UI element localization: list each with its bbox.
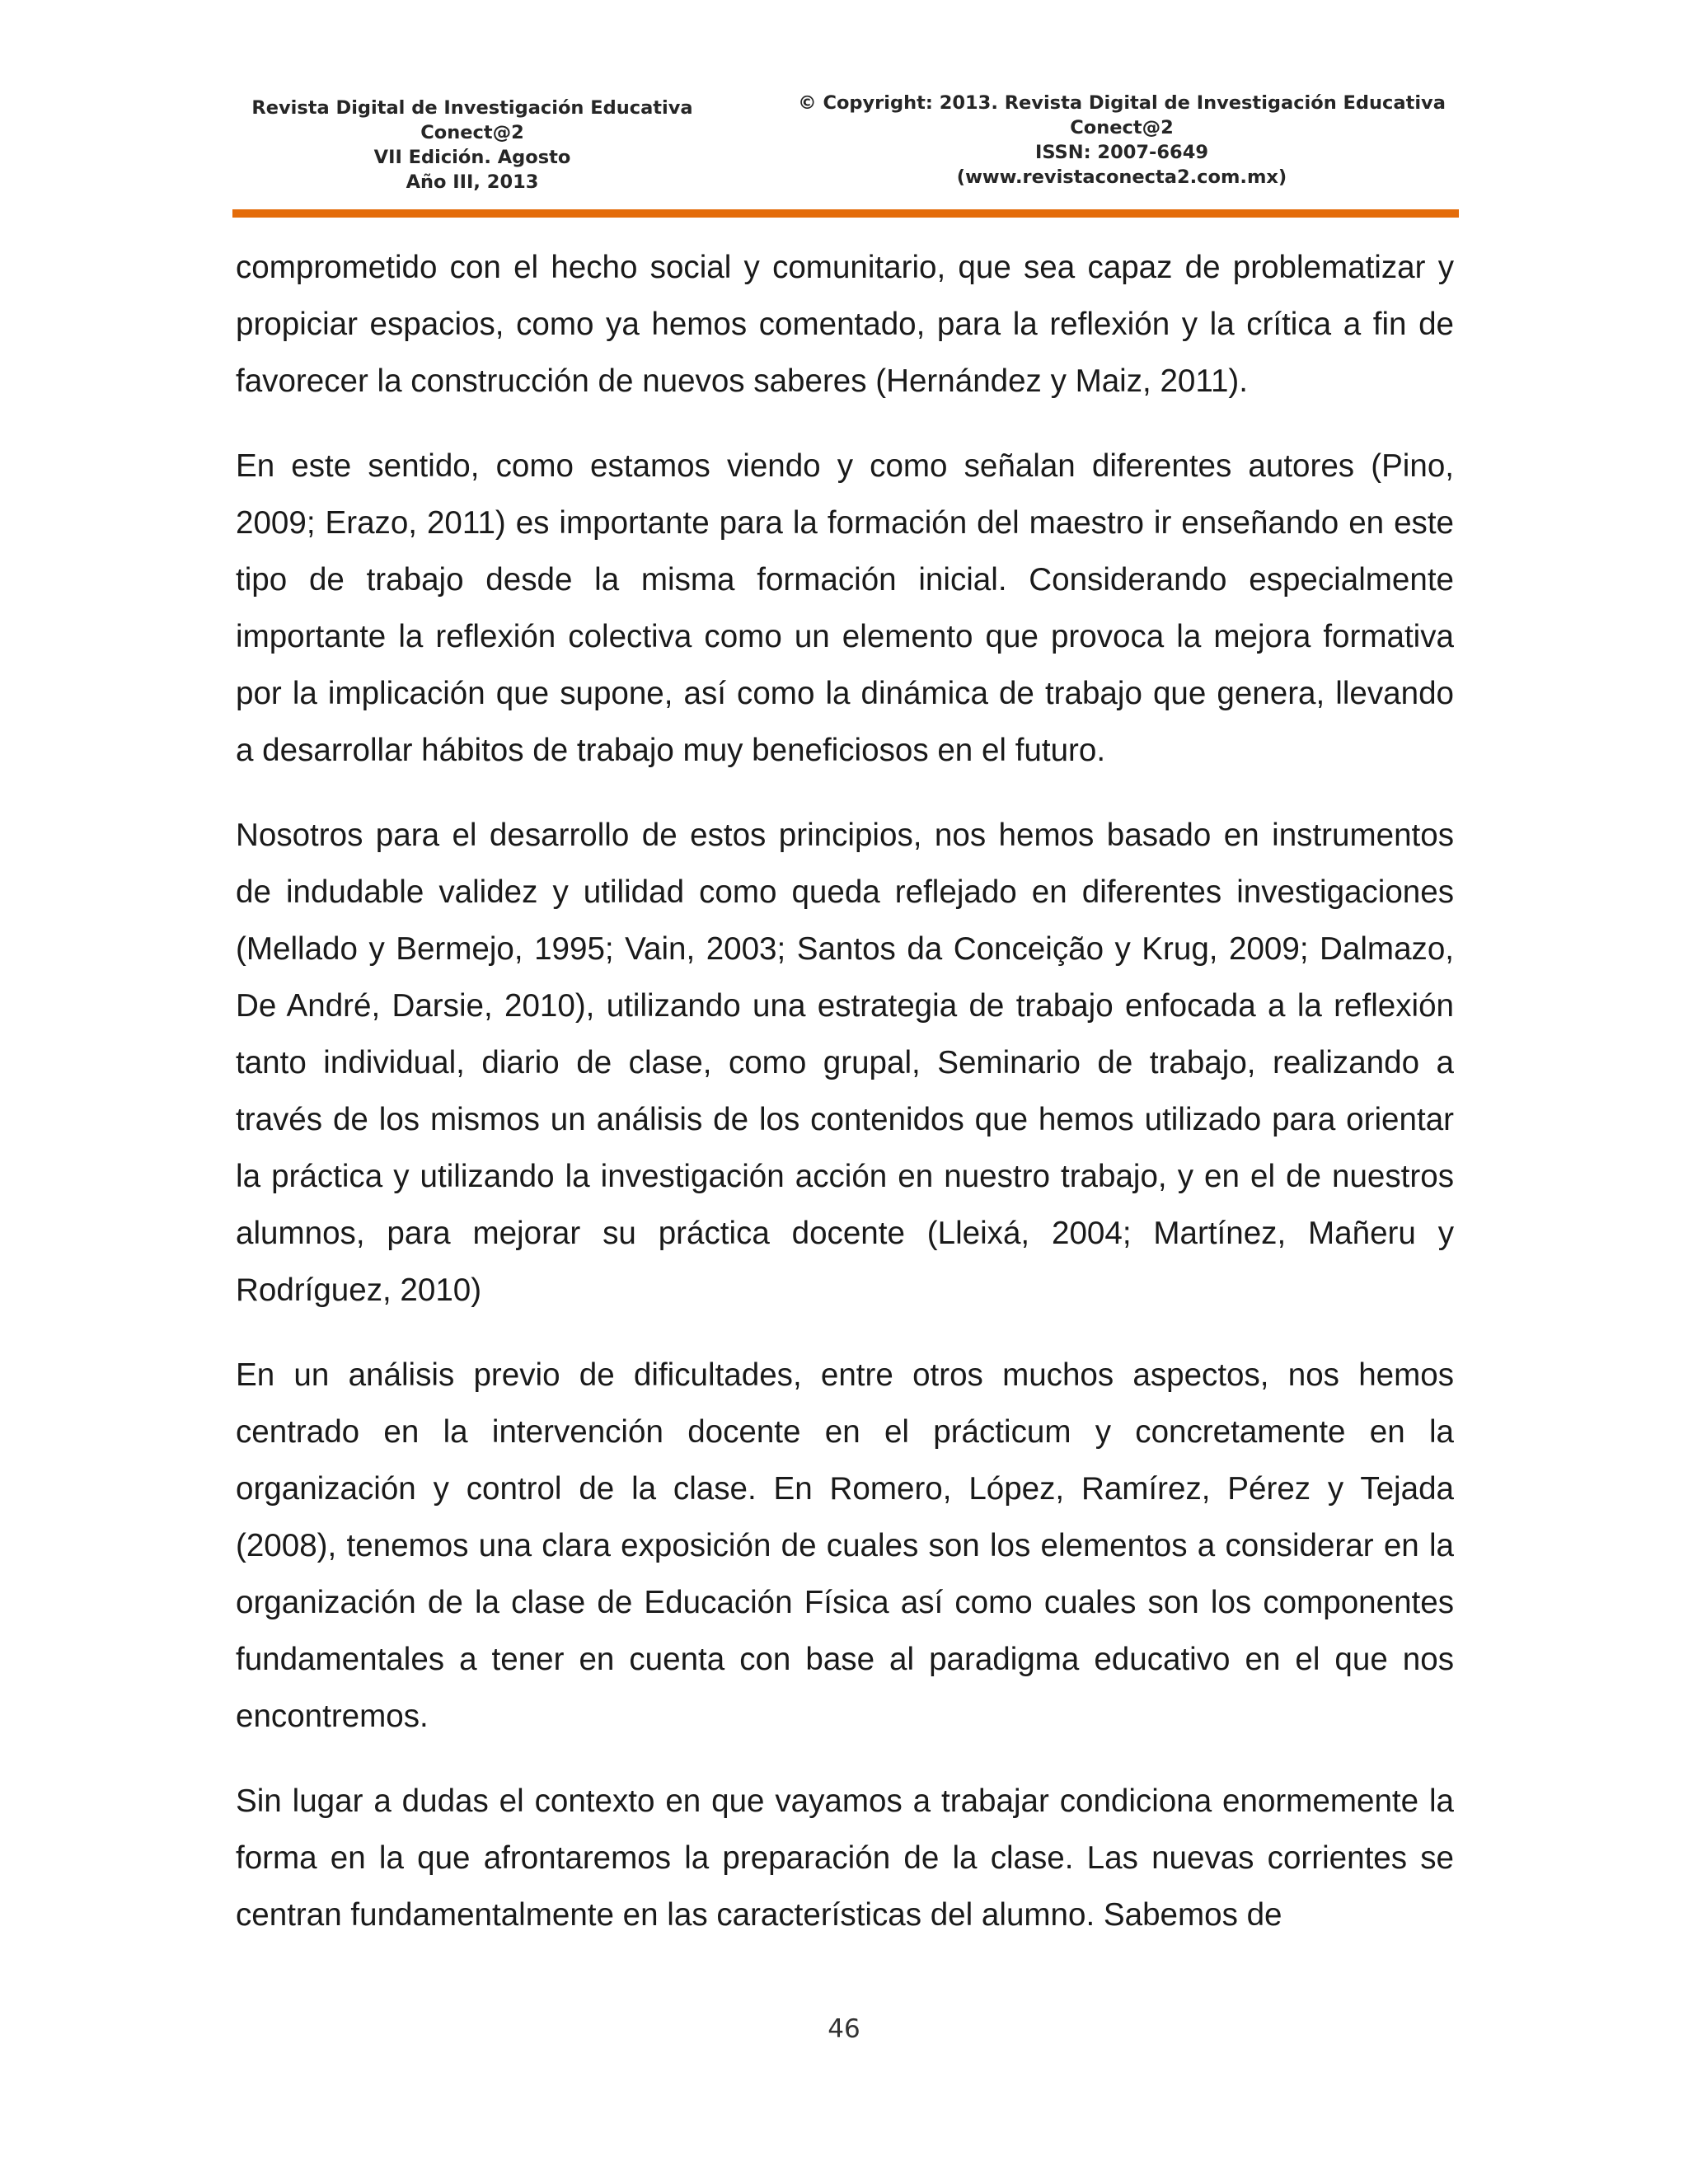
journal-name: Conect@2 [420, 122, 524, 143]
journal-edition: VII Edición. Agosto [373, 147, 571, 168]
journal-year: Año III, 2013 [406, 171, 539, 193]
page-number: 46 [828, 2014, 860, 2044]
journal-website: (www.revistaconecta2.com.mx) [956, 166, 1287, 188]
issn: ISSN: 2007-6649 [1034, 142, 1208, 163]
journal-info [232, 96, 712, 194]
paragraph: Sin lugar a dudas el contexto en que vayamos a trabajar condiciona enormemente la forma en la que afrontaremos la preparación de la clase. Las nuevas corrientes se centran fundamentalmente en las características del alumno. Sabemos de [236, 1783, 1454, 1933]
copyright-journal-name: Conect@2 [1070, 117, 1174, 138]
page-header [232, 91, 1459, 214]
article-body [236, 239, 1454, 1971]
copyright-line: © Copyright: 2013. Revista Digital de Investigación Educativa [798, 92, 1446, 114]
paragraph: comprometido con el hecho social y comunitario, que sea capaz de problematizar y propiciar espacios, como ya hemos comentado, para la reflexión y la crítica a fin de favorecer la construcción de nuevos saberes (Hernández y Maiz, 2011). [236, 250, 1454, 399]
header-divider [232, 209, 1459, 218]
journal-title: Revista Digital de Investigación Educativa [251, 97, 693, 119]
paragraph: En un análisis previo de dificultades, entre otros muchos aspectos, nos hemos centrado en la intervención docente en el prácticum y concretamente en la organización y control de la clase. En Romero, López, Ramírez, Pérez y Tejada (2008), tenemos una clara exposición de cuales son los elementos a considerar en la organización de la clase de Educación Física así como cuales son los componentes fundamentales a tener en cuenta con base al paradigma educativo en el que nos encontremos. [236, 1357, 1454, 1734]
paragraph: En este sentido, como estamos viendo y como señalan diferentes autores (Pino, 2009; Erazo, 2011) es importante para la formación del maestro ir enseñando en este tipo de trabajo desde la misma formación inicial. Considerando especialmente importante la reflexión colectiva como un elemento que provoca la mejora formativa por la implicación que supone, así como la dinámica de trabajo que genera, llevando a desarrollar hábitos de trabajo muy beneficiosos en el futuro. [236, 448, 1454, 768]
copyright-info [785, 91, 1459, 190]
paragraph: Nosotros para el desarrollo de estos principios, nos hemos basado en instrumentos de indudable validez y utilidad como queda reflejado en diferentes investigaciones (Mellado y Bermejo, 1995; Vain, 2003; Santos da Conceição y Krug, 2009; Dalmazo, De André, Darsie, 2010), utilizando una estrategia de trabajo enfocada a la reflexión tanto individual, diario de clase, como grupal, Seminario de trabajo, realizando a través de los mismos un análisis de los contenidos que hemos utilizado para orientar la práctica y utilizando la investigación acción en nuestro trabajo, y en el de nuestros alumnos, para mejorar su práctica docente (Lleixá, 2004; Martínez, Mañeru y Rodríguez, 2010) [236, 818, 1454, 1308]
